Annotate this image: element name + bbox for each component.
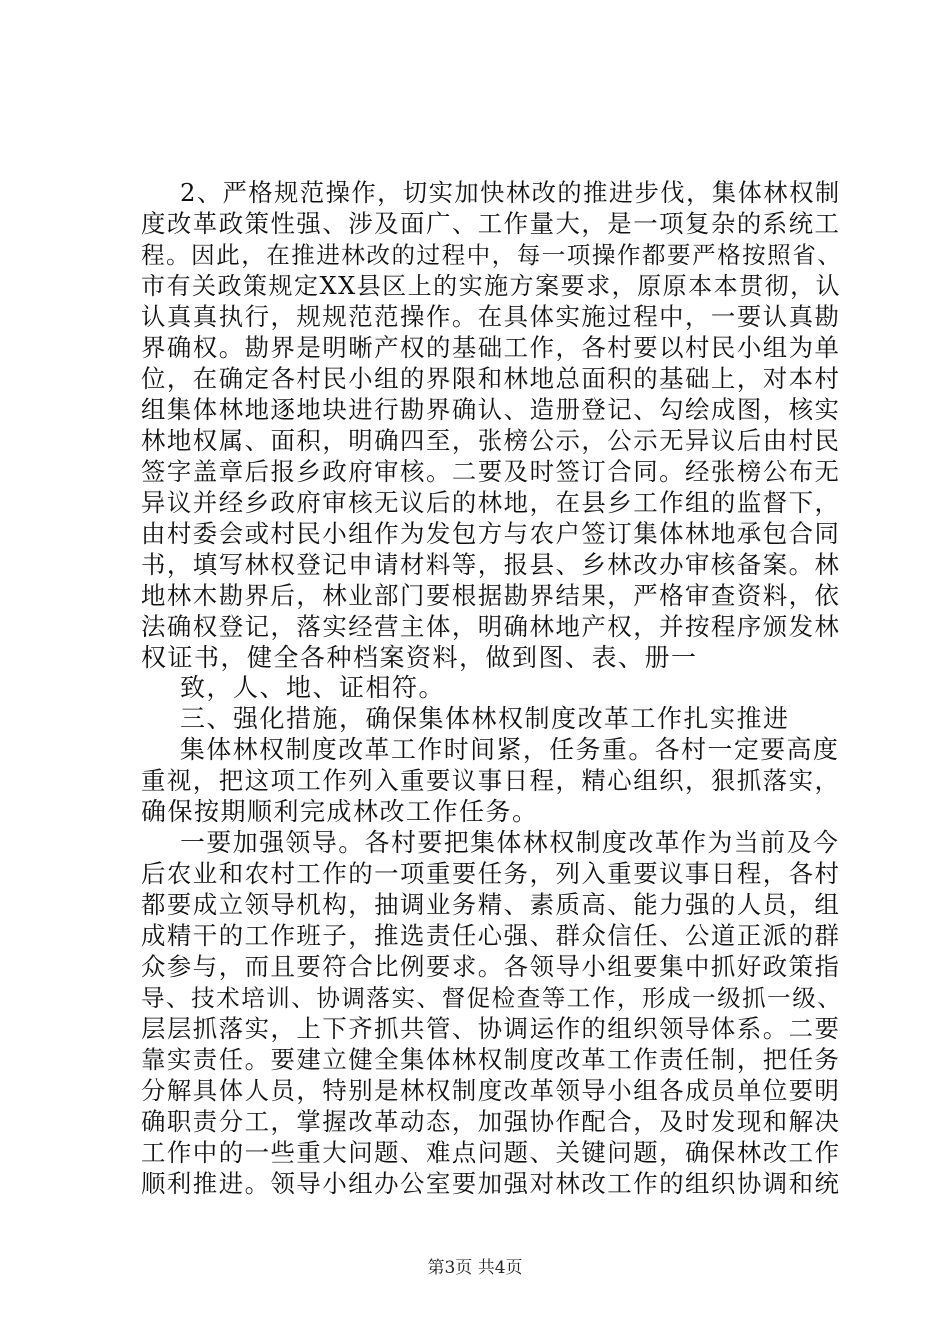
text-line: 成精干的工作班子，推选责任心强、群众信任、公道正派的群 (141, 921, 841, 950)
text-line: 后农业和农村工作的一项重要任务，列入重要议事日程，各村 (141, 859, 841, 888)
text-line: 致，人、地、证相符。 (180, 673, 446, 702)
text-line: 地林木勘界后，林业部门要根据勘界结果，严格审查资料，依 (141, 581, 841, 610)
text-line: 由村委会或村民小组作为发包方与农户签订集体林地承包合同 (141, 519, 841, 548)
text-line: 程。因此，在推进林改的过程中，每一项操作都要严格按照省、 (141, 241, 843, 269)
text-line: 分解具体人员，特别是林权制度改革领导小组各成员单位要明 (141, 1076, 841, 1105)
text-line: 权证书，健全各种档案资料，做到图、表、册一 (141, 643, 698, 672)
text-line: 签字盖章后报乡政府审核。二要及时签订合同。经张榜公布无 (141, 457, 841, 486)
text-line: 工作中的一些重大问题、难点问题、关键问题，确保林改工作 (141, 1138, 841, 1167)
text-line: 书，填写林权登记申请材料等，报县、乡林改办审核备案。林 (141, 550, 841, 579)
text-line: 确职责分工，掌握改革动态，加强协作配合，及时发现和解决 (141, 1107, 841, 1136)
text-line: 组集体林地逐地块进行勘界确认、造册登记、勾绘成图，核实 (141, 395, 841, 424)
text-line: 层层抓落实，上下齐抓共管、协调运作的组织领导体系。二要 (141, 1014, 841, 1043)
text-line: 林地权属、面积，明确四至，张榜公示，公示无异议后由村民 (141, 426, 841, 455)
text-line: 度改革政策性强、涉及面广、工作量大，是一项复杂的系统工 (141, 209, 841, 238)
text-line: 三、强化措施，确保集体林权制度改革工作扎实推进 (180, 704, 790, 733)
text-line: 异议并经乡政府审核无议后的林地，在县乡工作组的监督下， (141, 488, 841, 517)
text-line: 认真真执行，规规范范操作。在具体实施过程中，一要认真勘 (141, 302, 841, 331)
text-line: 市有关政策规定XX县区上的实施方案要求，原原本本贯彻，认 (141, 272, 842, 300)
text-line: 确保按期顺利完成林改工作任务。 (141, 797, 539, 826)
text-line: 一要加强领导。各村要把集体林权制度改革作为当前及今 (180, 828, 840, 857)
text-line: 顺利推进。领导小组办公室要加强对林改工作的组织协调和统 (141, 1169, 841, 1198)
text-line: 靠实责任。要建立健全集体林权制度改革工作责任制，把任务 (141, 1045, 841, 1074)
page-footer: 第3页 共4页 (427, 1258, 523, 1278)
text-line: 界确权。勘界是明晰产权的基础工作，各村要以村民小组为单 (141, 333, 841, 362)
text-line: 重视，把这项工作列入重要议事日程，精心组织，狠抓落实， (141, 766, 841, 795)
text-line: 众参与，而且要符合比例要求。各领导小组要集中抓好政策指 (141, 952, 841, 981)
text-line: 集体林权制度改革工作时间紧，任务重。各村一定要高度 (180, 735, 840, 764)
text-line: 位，在确定各村民小组的界限和林地总面积的基础上，对本村 (141, 364, 841, 393)
text-line: 法确权登记，落实经营主体，明确林地产权，并按程序颁发林 (141, 612, 841, 641)
text-line: 导、技术培训、协调落实、督促检查等工作，形成一级抓一级、 (141, 984, 843, 1012)
text-line: 都要成立领导机构，抽调业务精、素质高、能力强的人员，组 (141, 890, 841, 919)
text-line: 2、严格规范操作，切实加快林改的推进步伐，集体林权制 (180, 178, 841, 207)
